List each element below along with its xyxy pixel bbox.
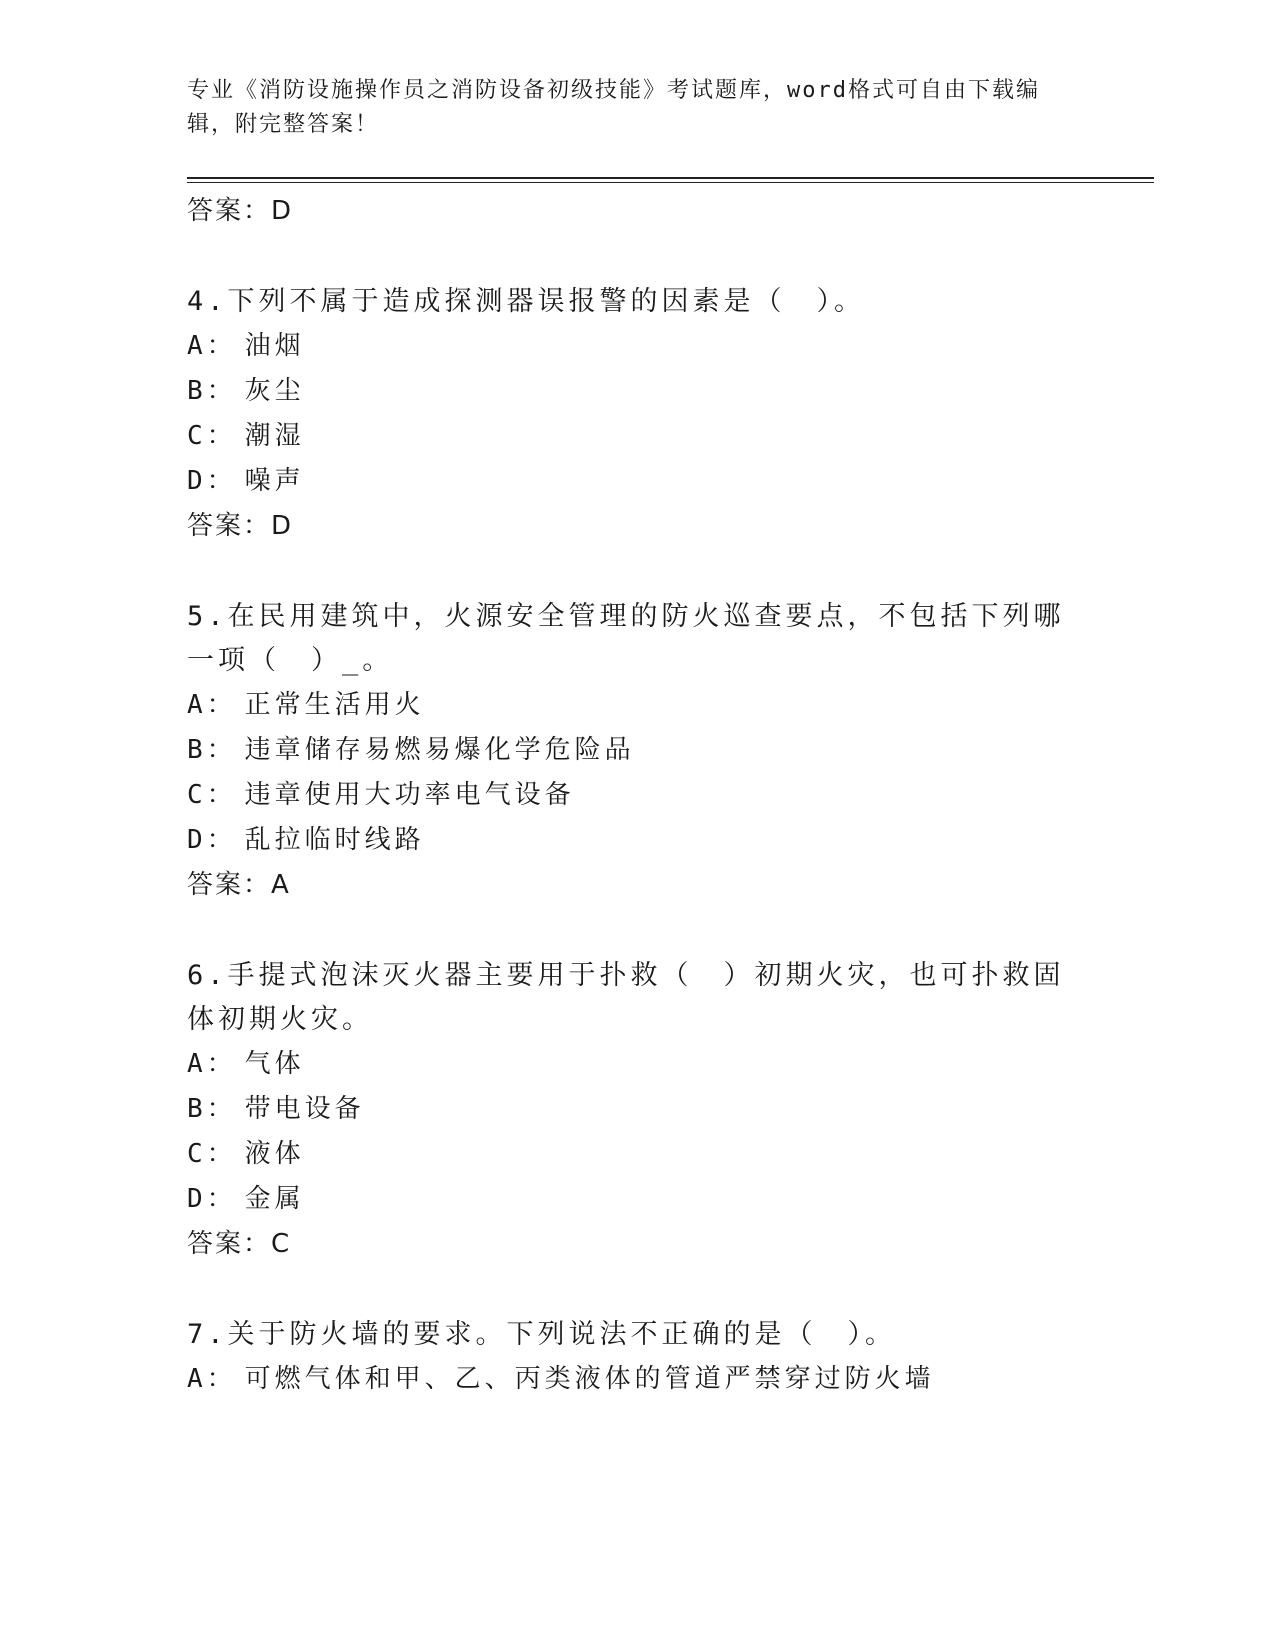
question-7 — [187, 1313, 1067, 1402]
question-list — [187, 189, 1067, 1402]
option-key: C： — [187, 421, 237, 451]
option-text: 油烟 — [244, 331, 305, 361]
option-text: 可燃气体和甲、乙、丙类液体的管道严禁穿过防火墙 — [244, 1364, 935, 1394]
option-b — [187, 728, 1067, 773]
question-stem: 7.关于防火墙的要求。下列说法不正确的是（ ）。 — [187, 1319, 897, 1350]
option-key: A： — [187, 690, 237, 720]
option-c — [187, 1132, 1067, 1177]
answer-value: A — [271, 870, 291, 900]
option-text: 液体 — [244, 1139, 305, 1169]
answer-label: 答案： — [187, 511, 272, 541]
option-a — [187, 1357, 1067, 1402]
answer-value: C — [271, 1229, 292, 1259]
header-rule-thin — [187, 182, 1154, 183]
option-text: 违章储存易燃易爆化学危险品 — [244, 735, 635, 765]
option-key: C： — [187, 780, 237, 810]
answer-label: 答案： — [187, 870, 272, 900]
option-c — [187, 414, 1067, 459]
answer-line — [187, 504, 1067, 548]
option-text: 金属 — [244, 1184, 305, 1214]
option-key: B： — [187, 1094, 237, 1124]
option-a — [187, 324, 1067, 369]
header-rule-thick — [187, 177, 1154, 179]
option-key: D： — [187, 825, 237, 855]
answer-value: D — [271, 196, 294, 226]
option-text: 灰尘 — [244, 376, 305, 406]
option-text: 气体 — [244, 1049, 305, 1079]
option-key: B： — [187, 735, 237, 765]
option-a — [187, 1042, 1067, 1087]
option-a — [187, 683, 1067, 728]
answer-label: 答案： — [187, 1229, 272, 1259]
option-d — [187, 1177, 1067, 1222]
option-key: B： — [187, 376, 237, 406]
option-text: 正常生活用火 — [244, 690, 425, 720]
option-text: 带电设备 — [244, 1094, 365, 1124]
option-b — [187, 369, 1067, 414]
question-stem: 5.在民用建筑中，火源安全管理的防火巡查要点，不包括下列哪一项（ ）_。 — [187, 601, 1065, 676]
option-d — [187, 459, 1067, 504]
option-key: D： — [187, 466, 237, 496]
option-b — [187, 1087, 1067, 1132]
option-text: 乱拉临时线路 — [244, 825, 425, 855]
option-c — [187, 773, 1067, 818]
question-5 — [187, 595, 1067, 907]
option-key: A： — [187, 1364, 237, 1394]
option-key: D： — [187, 1184, 237, 1214]
answer-value: D — [271, 511, 294, 541]
option-key: A： — [187, 1049, 237, 1079]
document-header: 专业《消防设施操作员之消防设备初级技能》考试题库，word格式可自由下载编辑，附完整答案！ — [187, 78, 1040, 137]
option-key: C： — [187, 1139, 237, 1169]
question-6 — [187, 954, 1067, 1266]
answer-line — [187, 1222, 1067, 1266]
option-text: 噪声 — [244, 466, 305, 496]
answer-label: 答案： — [187, 196, 272, 226]
answer-line — [187, 863, 1067, 907]
option-d — [187, 818, 1067, 863]
option-text: 潮湿 — [244, 421, 305, 451]
answer-line — [187, 189, 1067, 233]
option-key: A： — [187, 331, 237, 361]
question-stem: 4.下列不属于造成探测器误报警的因素是（ ）。 — [187, 286, 866, 317]
option-text: 违章使用大功率电气设备 — [244, 780, 575, 810]
question-4 — [187, 280, 1067, 548]
question-stem: 6.手提式泡沫灭火器主要用于扑救（ ）初期火灾，也可扑救固体初期火灾。 — [187, 960, 1065, 1035]
